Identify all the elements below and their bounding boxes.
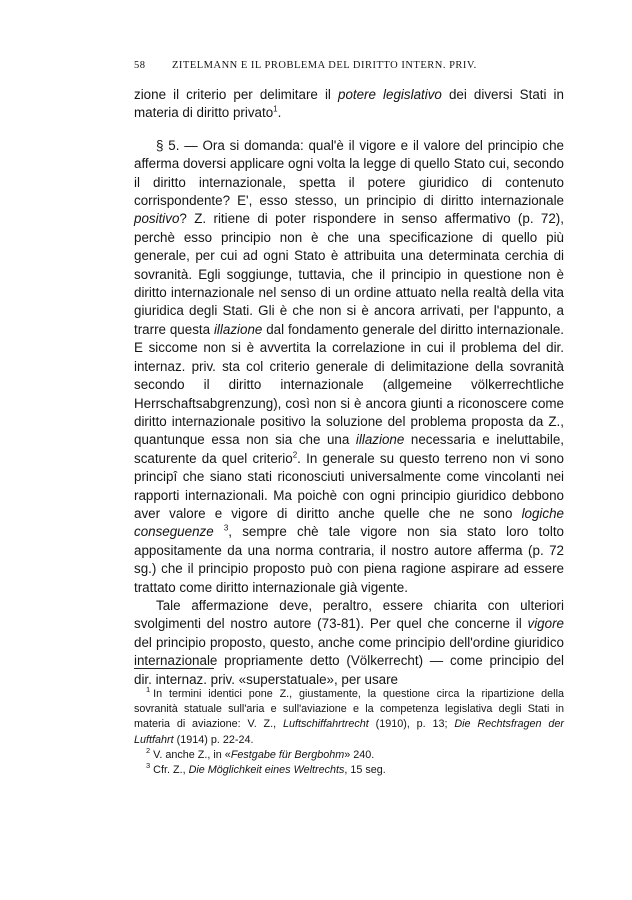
footnote-marker: 2 [146,746,151,756]
page-number: 58 [134,60,146,71]
text-run: dei diversi Stati in materia di diritto privato [134,87,564,121]
footnote-separator [134,668,214,669]
text-run: necessaria e ineluttabile, scaturente da quel criterio [134,432,565,466]
italic-run: Luftschiffahrtrecht [282,718,369,731]
text-run: In termini identici pone Z., giustamente, la questione circa la ripartizione della sovranità statuale sull'aria e sull'aviazione e la competenza legislativa degli Stati in materia di aviazione: V. Z., [134,688,564,731]
main-text [134,86,564,689]
text-run: (1910), p. 13; [368,718,455,731]
text-run [214,524,224,539]
footnote-marker: 1 [146,685,151,695]
text-run: § 5. — Ora si domanda: qual'è il vigore e il valore del principio che afferma doversi applicare ogni volta la legge di quello Stato cui, secondo il diritto internazionale, spetta il potere giuridico di contenuto corrispondente? E', esso stesso, un principio di diritto internazionale [134,137,564,209]
text-run: Cfr. Z., [153,764,189,777]
text-run: . [277,105,282,121]
italic-run: Die Rechtsfragen der Luftfahrt [134,718,564,746]
footnote-ref: 1 [273,104,278,114]
text-run: , 15 seg. [344,764,386,777]
italic-run: logiche conseguenze [134,505,564,540]
italic-run: potere legislativo [338,87,442,102]
footnote-1 [134,687,564,748]
text-run: (1914) p. 22-24. [173,733,254,746]
footnote-3 [134,763,564,778]
paragraph-section-5 [134,137,564,597]
italic-run: positivo [134,211,180,227]
text-run: ? Z. ritiene di poter rispondere in senso affermativo (p. 72), perchè esso principio non è che una specificazione di quello più generale, per cui ad ogni Stato è attribuita una determinata cerchia di sovranità. Egli soggiunge, tuttavia, che il principio in questione non è diritto internazionale nel senso di un ordine attuato nella realtà della vita giuridica degli Stati. Gli è che non si è ancora arrivati, per l'appunto, a trarre questa [134,211,564,337]
text-run: , sempre chè tale vigore non sia stato loro tolto appositamente da una norma contraria, il nostro autore afferma (p. 72 sg.) che il principio proposto può con piena ragione aspirare ad essere trattato come diritto internazionale già vigente. [134,524,564,595]
footnote-marker: 3 [146,761,151,771]
text-run: » 240. [344,748,375,761]
text-run: . In generale su questo terreno non vi sono principî che siano stati riconosciuti universalmente come vincolanti nei rapporti internazionali. Ma poichè con ogni principio giuridico debbono aver valore e vigore di diritto anche quelle che ne sono [134,450,565,521]
italic-run: illazione [355,432,405,448]
italic-run: vigore [527,616,564,632]
text-run: dal fondamento generale del diritto internazionale. E siccome non si è avvertita la correlazione in cui il problema del dir. internaz. priv. sta col criterio generale di delimitazione della sovranità secondo il diritto internazionale (allgemeine völkerrechtliche Herrschaftsabgrenzung), così non si è ancora giunti a riconoscere come diritto internazionale positivo la soluzione del problema proposta da Z., quantunque essa non sia che una [134,321,565,448]
text-run: Tale affermazione deve, peraltro, essere chiarita con ulteriori svolgimenti del nostro autore (73-81). Per quel che concerne il [134,597,564,632]
footnote-2 [134,748,564,763]
text-run: del principio proposto, questo, anche come principio dell'ordine giuridico internazionale propriamente detto (Völkerrecht) — come principio del dir. internaz. priv. «superstatuale», per usare [134,634,564,687]
italic-run: Festgabe für Bergbohm [230,748,345,761]
footnotes [134,687,564,778]
italic-run: Die Möglichkeit eines Weltrechts [188,764,345,777]
footnote-ref: 2 [292,450,298,460]
paragraph-continuation [134,86,564,123]
running-title: ZITELMANN E IL PROBLEMA DEL DIRITTO INTERN. PRIV. [172,60,477,71]
paragraph-affermazione [134,597,564,689]
italic-run: illazione [213,321,263,337]
text-run: V. anche Z., in « [153,748,231,761]
footnote-ref: 3 [223,523,229,533]
text-run: zione il criterio per delimitare il [134,87,338,102]
